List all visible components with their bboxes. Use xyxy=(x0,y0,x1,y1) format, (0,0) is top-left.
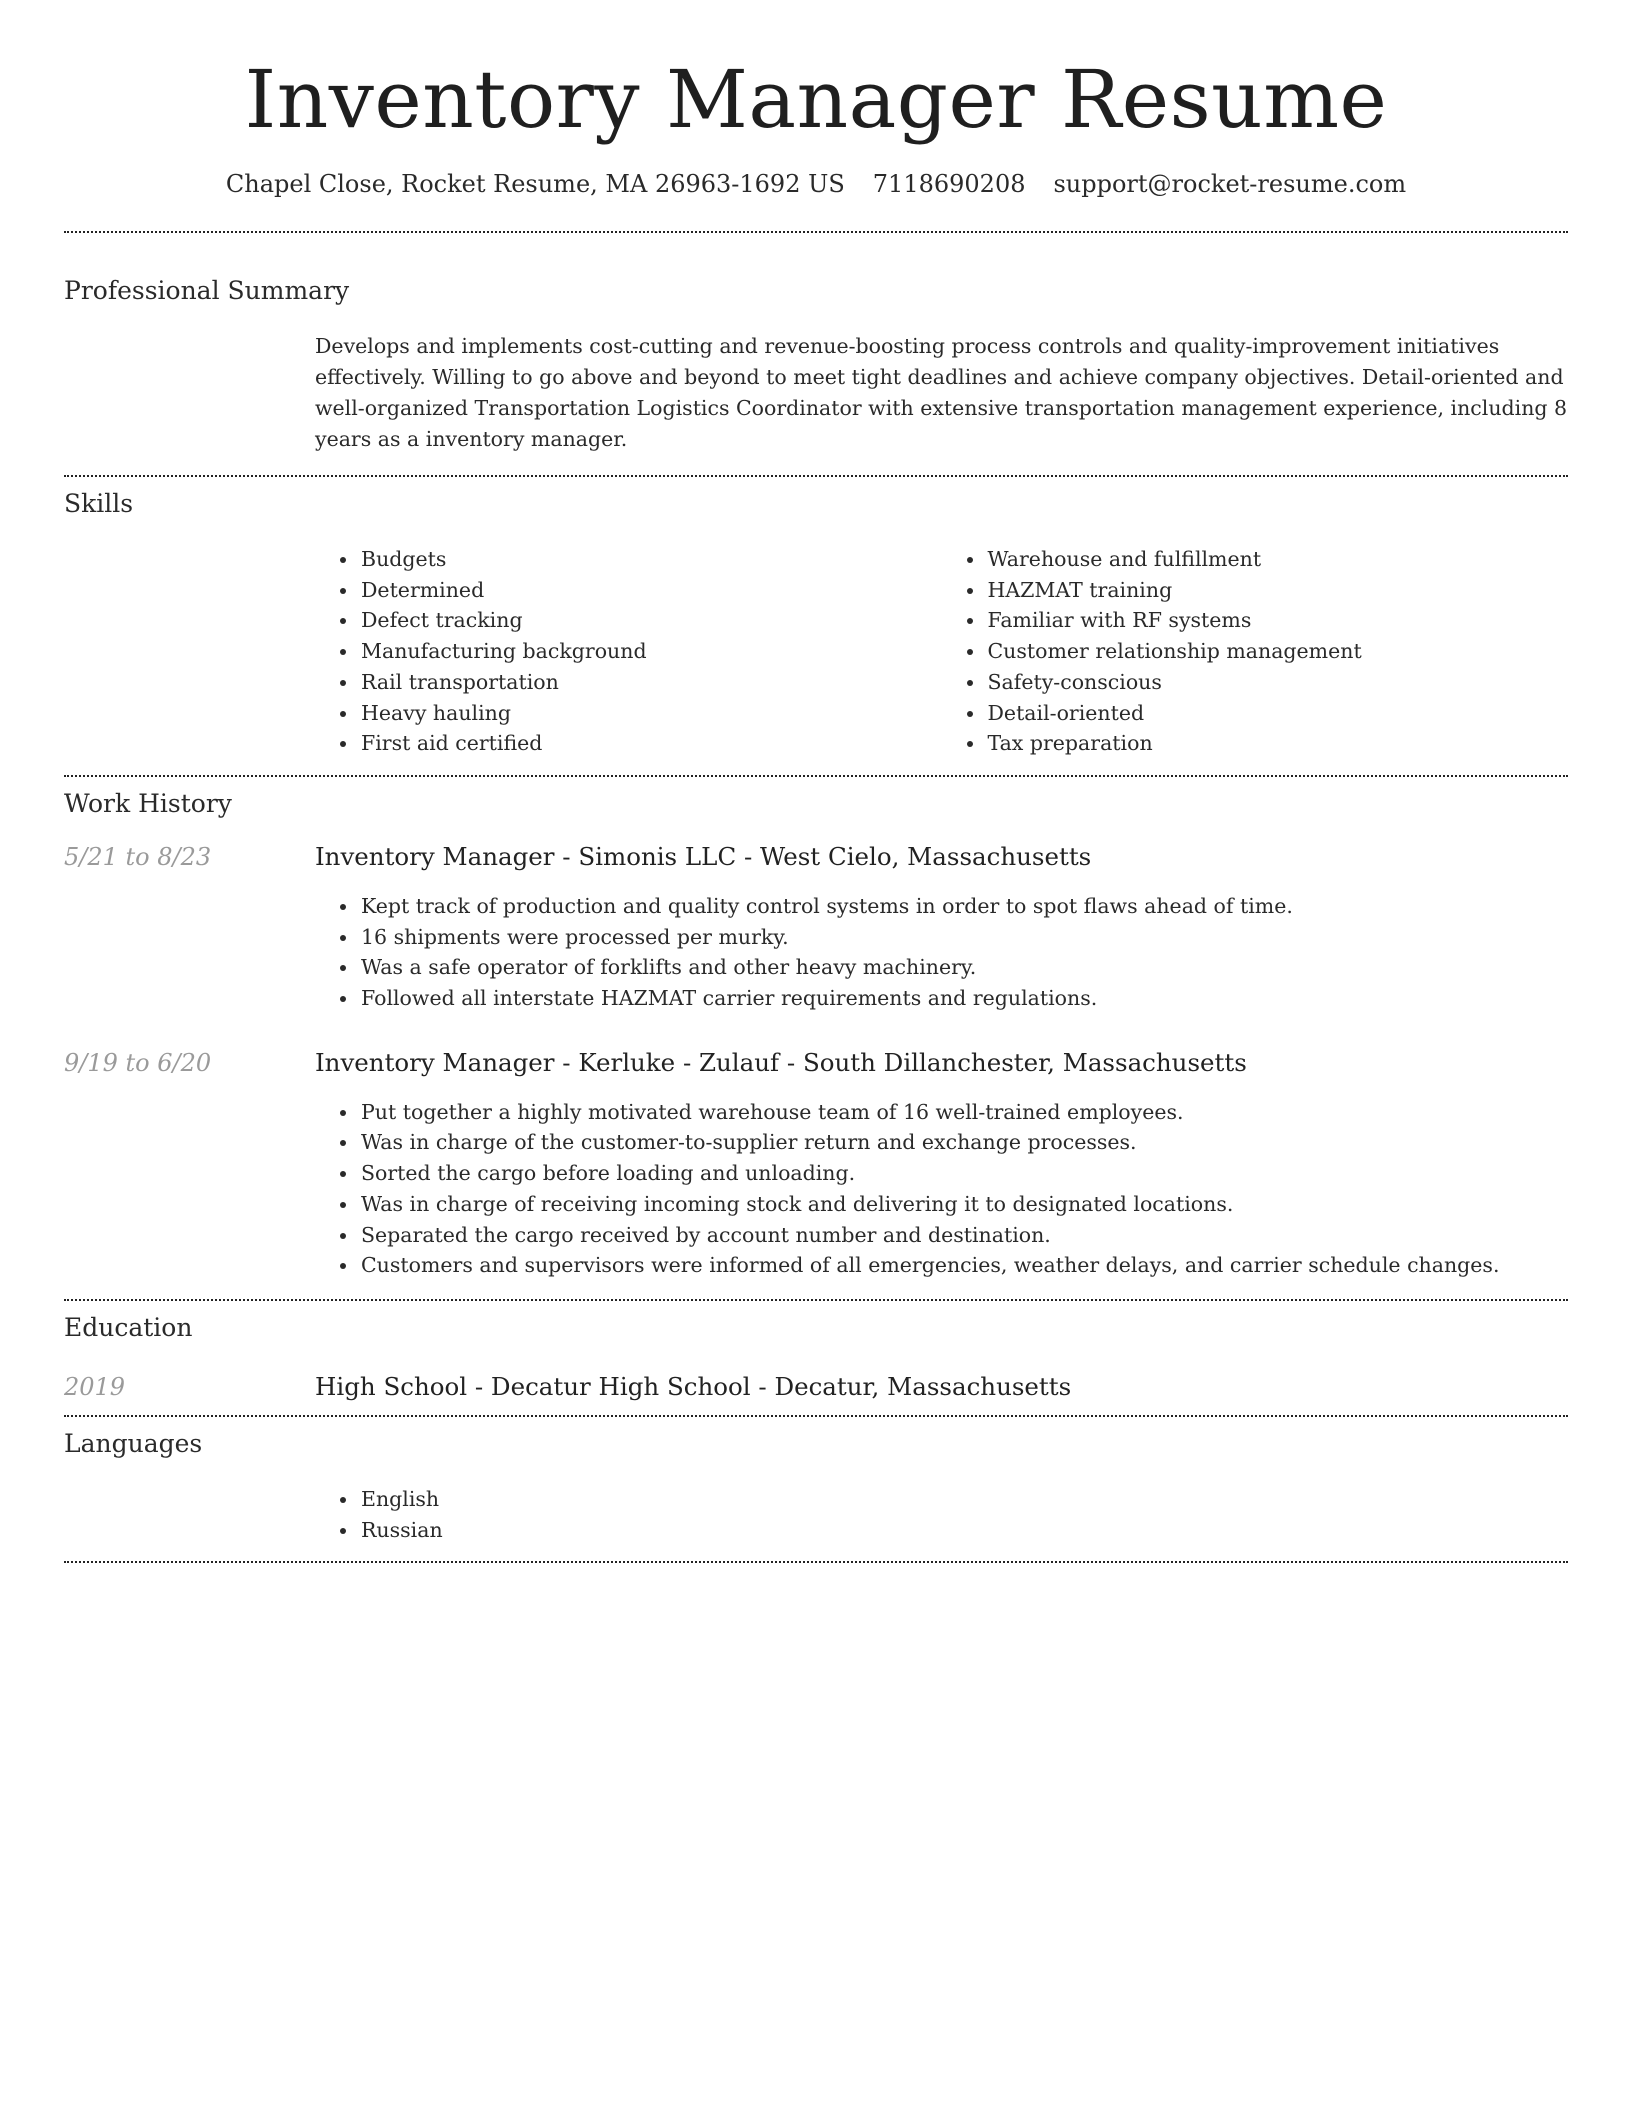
skill-item: • Heavy hauling xyxy=(359,698,942,729)
job-duty: • Kept track of production and quality control systems in order to spot flaws ahead of time. xyxy=(359,891,1568,922)
skill-item: • HAZMAT training xyxy=(986,575,1569,606)
languages-heading: Languages xyxy=(64,1428,203,1458)
job-duty: • Sorted the cargo before loading and unloading. xyxy=(359,1158,1568,1189)
resume-title: Inventory Manager Resume xyxy=(244,53,1388,146)
job-duty: • Customers and supervisors were informed of all emergencies, weather delays, and carrier schedule changes. xyxy=(359,1250,1568,1281)
job-duty: • Separated the cargo received by account number and destination. xyxy=(359,1220,1568,1251)
skill-item: • Determined xyxy=(359,575,942,606)
job-duty: • Put together a highly motivated warehouse team of 16 well-trained employees. xyxy=(359,1097,1568,1128)
skill-item: • Customer relationship management xyxy=(986,636,1569,667)
summary-text: Develops and implements cost-cutting and revenue-boosting process controls and quality-improvement initiatives effectively. Willing to go above and beyond to meet tight deadlines and achieve company objectives. Detail-oriented and well-organized Transportation Logistics Coordinator with extensive transportation management experience, including 8 years as a inventory manager. xyxy=(315,334,1568,451)
job-title: Inventory Manager - Kerluke - Zulauf - South Dillanchester, Massachusetts xyxy=(315,1047,1247,1077)
contact-line xyxy=(64,170,1568,198)
skills-heading: Skills xyxy=(64,489,134,518)
job-duty: • Followed all interstate HAZMAT carrier requirements and regulations. xyxy=(359,983,1568,1014)
skill-item: • Rail transportation xyxy=(359,667,942,698)
skill-item: • Safety-conscious xyxy=(986,667,1569,698)
language-item: • English xyxy=(359,1484,1568,1515)
language-item: • Russian xyxy=(359,1515,1568,1546)
job-entry-header xyxy=(64,1048,1568,1077)
skill-item: • Budgets xyxy=(359,544,942,575)
skills-column-right xyxy=(942,544,1569,759)
job-duties xyxy=(315,891,1568,1014)
job-duty: • Was a safe operator of forklifts and other heavy machinery. xyxy=(359,952,1568,983)
education-year: 2019 xyxy=(64,1372,126,1401)
job-dates: 9/19 to 6/20 xyxy=(64,1048,212,1077)
education-heading: Education xyxy=(64,1312,193,1342)
contact-address: Chapel Close, Rocket Resume, MA 26963-1692 US xyxy=(225,170,845,198)
skill-item: • Warehouse and fulfillment xyxy=(986,544,1569,575)
skill-item: • Defect tracking xyxy=(359,605,942,636)
skill-item: • Manufacturing background xyxy=(359,636,942,667)
job-duty: • Was in charge of the customer-to-supplier return and exchange processes. xyxy=(359,1127,1568,1158)
job-title: Inventory Manager - Simonis LLC - West Cielo, Massachusetts xyxy=(315,841,1092,871)
education-entry xyxy=(64,1372,1568,1401)
skills-list xyxy=(315,544,1568,759)
job-dates: 5/21 to 8/23 xyxy=(64,842,212,871)
contact-email: support@rocket-resume.com xyxy=(1053,170,1407,198)
skill-item: • Familiar with RF systems xyxy=(986,605,1569,636)
education-title: High School - Decatur High School - Decatur, Massachusetts xyxy=(315,1371,1072,1401)
divider xyxy=(64,1561,1568,1563)
skills-column-left xyxy=(315,544,942,759)
job-duty: • Was in charge of receiving incoming stock and delivering it to designated locations. xyxy=(359,1189,1568,1220)
languages-list xyxy=(315,1484,1568,1545)
skill-item: • Detail-oriented xyxy=(986,698,1569,729)
contact-phone: 7118690208 xyxy=(872,170,1026,198)
job-duty: • 16 shipments were processed per murky. xyxy=(359,922,1568,953)
work-history-heading: Work History xyxy=(64,788,232,818)
job-duties xyxy=(315,1097,1568,1281)
summary-heading: Professional Summary xyxy=(64,276,350,305)
job-entry-header xyxy=(64,842,1568,871)
skill-item: • Tax preparation xyxy=(986,728,1569,759)
skill-item: • First aid certified xyxy=(359,728,942,759)
